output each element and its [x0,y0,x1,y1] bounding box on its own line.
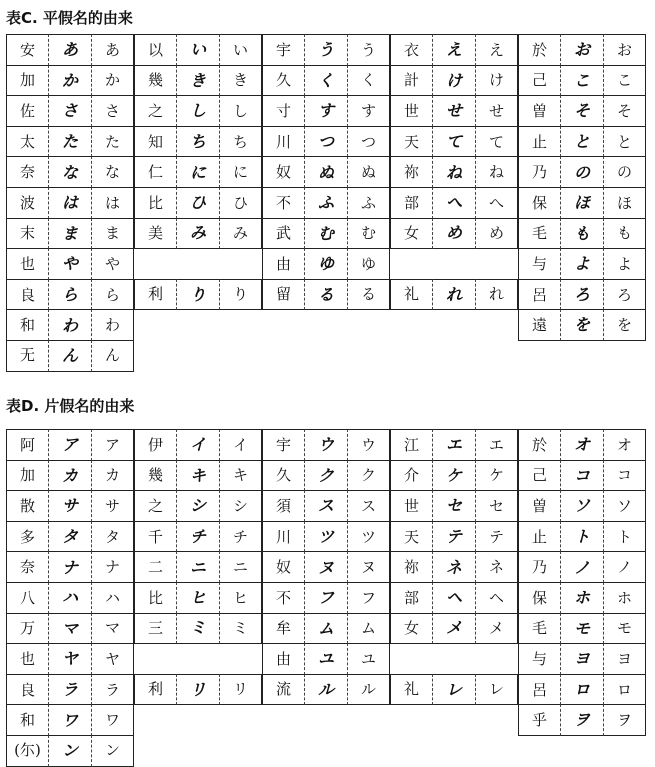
source-kanji-cell: 不 [262,187,304,219]
cursive-form-cell: ま [48,218,91,250]
source-kanji-cell: 比 [134,582,176,614]
cursive-form-cell: し [176,95,219,127]
source-kanji-cell: 毛 [518,613,560,645]
cursive-form-cell: イ [176,429,219,461]
source-kanji-cell: 女 [390,613,432,645]
source-kanji-cell: (尓) [6,735,48,767]
source-kanji-cell: 八 [6,582,48,614]
source-kanji-cell: 由 [262,248,304,280]
kana-cell: ろ [603,279,646,311]
source-kanji-cell: 留 [262,279,304,311]
source-kanji-cell: 女 [390,218,432,250]
kana-cell: ケ [475,460,518,492]
kana-cell: そ [603,95,646,127]
cursive-form-cell: フ [304,582,347,614]
source-kanji-cell: 太 [6,126,48,158]
kana-cell: ら [91,279,134,311]
cursive-form-cell: え [432,34,475,66]
source-kanji-cell: 良 [6,674,48,706]
source-kanji-cell: 宇 [262,34,304,66]
source-kanji-cell: 知 [134,126,176,158]
cursive-form-cell: ヲ [560,704,603,736]
cursive-form-cell: ワ [48,704,91,736]
cursive-form-cell: ツ [304,521,347,553]
kana-cell: ミ [219,613,262,645]
cursive-form-cell: わ [48,309,91,341]
table-d-title: 表D. 片假名的由来 [6,397,135,415]
cursive-form-cell: シ [176,490,219,522]
kana-cell: ロ [603,674,646,706]
cursive-form-cell: こ [560,65,603,97]
source-kanji-cell: 保 [518,582,560,614]
kana-cell: ち [219,126,262,158]
cursive-form-cell: か [48,65,91,97]
kana-cell: や [91,248,134,280]
kana-cell: ク [347,460,390,492]
kana-cell: き [219,65,262,97]
cursive-form-cell: く [304,65,347,97]
source-kanji-cell: 多 [6,521,48,553]
source-kanji-cell: 奴 [262,551,304,583]
kana-cell: す [347,95,390,127]
kana-cell: た [91,126,134,158]
source-kanji-cell: 部 [390,187,432,219]
kana-cell: ヲ [603,704,646,736]
cursive-form-cell: ア [48,429,91,461]
source-kanji-cell: 江 [390,429,432,461]
kana-cell: よ [603,248,646,280]
cursive-form-cell: る [304,279,347,311]
cursive-form-cell: ソ [560,490,603,522]
cursive-form-cell: ホ [560,582,603,614]
kana-cell: ウ [347,429,390,461]
source-kanji-cell: 世 [390,95,432,127]
kana-cell: ぬ [347,156,390,188]
source-kanji-cell: 末 [6,218,48,250]
source-kanji-cell: 止 [518,521,560,553]
source-kanji-cell: 幾 [134,65,176,97]
kana-cell: マ [91,613,134,645]
cursive-form-cell: を [560,309,603,341]
source-kanji-cell: 祢 [390,551,432,583]
cursive-form-cell: そ [560,95,603,127]
source-kanji-cell: 奈 [6,551,48,583]
cursive-form-cell: ム [304,613,347,645]
source-kanji-cell: 川 [262,521,304,553]
cursive-form-cell: ネ [432,551,475,583]
source-kanji-cell: 武 [262,218,304,250]
source-kanji-cell: 世 [390,490,432,522]
cursive-form-cell: セ [432,490,475,522]
cursive-form-cell: へ [432,187,475,219]
source-kanji-cell: 加 [6,65,48,97]
kana-cell: ね [475,156,518,188]
cursive-form-cell: け [432,65,475,97]
source-kanji-cell: 毛 [518,218,560,250]
kana-cell: ラ [91,674,134,706]
cursive-form-cell: う [304,34,347,66]
source-kanji-cell: 介 [390,460,432,492]
source-kanji-cell: 加 [6,460,48,492]
kana-cell: み [219,218,262,250]
cursive-form-cell: オ [560,429,603,461]
kana-cell: な [91,156,134,188]
source-kanji-cell: 礼 [390,279,432,311]
source-kanji-cell: 二 [134,551,176,583]
kana-cell: の [603,156,646,188]
source-kanji-cell: 以 [134,34,176,66]
kana-cell: ニ [219,551,262,583]
kana-cell: ノ [603,551,646,583]
kana-cell: こ [603,65,646,97]
cursive-form-cell: ト [560,521,603,553]
cursive-form-cell: ハ [48,582,91,614]
kana-cell: コ [603,460,646,492]
cursive-form-cell: い [176,34,219,66]
source-kanji-cell: 之 [134,490,176,522]
source-kanji-cell: 不 [262,582,304,614]
source-kanji-cell: 久 [262,65,304,97]
cursive-form-cell: マ [48,613,91,645]
cursive-form-cell: お [560,34,603,66]
source-kanji-cell: 止 [518,126,560,158]
kana-cell: オ [603,429,646,461]
kana-cell: を [603,309,646,341]
source-kanji-cell: 於 [518,34,560,66]
source-kanji-cell: 良 [6,279,48,311]
cursive-form-cell: タ [48,521,91,553]
source-kanji-cell: 呂 [518,674,560,706]
cursive-form-cell: あ [48,34,91,66]
source-kanji-cell: 奴 [262,156,304,188]
cursive-form-cell: ち [176,126,219,158]
source-kanji-cell: 祢 [390,156,432,188]
cursive-form-cell: ね [432,156,475,188]
cursive-form-cell: カ [48,460,91,492]
kana-cell: チ [219,521,262,553]
source-kanji-cell: 流 [262,674,304,706]
source-kanji-cell: 之 [134,95,176,127]
kana-cell: テ [475,521,518,553]
kana-cell: ん [91,340,134,372]
source-kanji-cell: 与 [518,643,560,675]
kana-cell: む [347,218,390,250]
cursive-form-cell: サ [48,490,91,522]
cursive-form-cell: ン [48,735,91,767]
source-kanji-cell: 於 [518,429,560,461]
cursive-form-cell: コ [560,460,603,492]
cursive-form-cell: め [432,218,475,250]
source-kanji-cell: 利 [134,674,176,706]
source-kanji-cell: 部 [390,582,432,614]
kana-cell: ヤ [91,643,134,675]
source-kanji-cell: 川 [262,126,304,158]
cursive-form-cell: む [304,218,347,250]
kana-cell: て [475,126,518,158]
source-kanji-cell: 和 [6,704,48,736]
source-kanji-cell: 奈 [6,156,48,188]
kana-cell: と [603,126,646,158]
cursive-form-cell: よ [560,248,603,280]
kana-cell: ヒ [219,582,262,614]
kana-cell: ト [603,521,646,553]
cursive-form-cell: や [48,248,91,280]
source-kanji-cell: 三 [134,613,176,645]
cursive-form-cell: さ [48,95,91,127]
cursive-form-cell: な [48,156,91,188]
kana-cell: う [347,34,390,66]
source-kanji-cell: 阿 [6,429,48,461]
source-kanji-cell: 己 [518,65,560,97]
cursive-form-cell: ル [304,674,347,706]
source-kanji-cell: 天 [390,126,432,158]
kana-cell: せ [475,95,518,127]
source-kanji-cell: 保 [518,187,560,219]
cursive-form-cell: リ [176,674,219,706]
kana-cell: ユ [347,643,390,675]
cursive-form-cell: て [432,126,475,158]
kana-cell: ン [91,735,134,767]
source-kanji-cell: 万 [6,613,48,645]
source-kanji-cell: 千 [134,521,176,553]
kana-cell: ホ [603,582,646,614]
source-kanji-cell: 乃 [518,156,560,188]
kana-cell: シ [219,490,262,522]
cursive-form-cell: ゆ [304,248,347,280]
cursive-form-cell: き [176,65,219,97]
cursive-form-cell: ケ [432,460,475,492]
source-kanji-cell: 牟 [262,613,304,645]
cursive-form-cell: つ [304,126,347,158]
cursive-form-cell: ひ [176,187,219,219]
kana-cell: ナ [91,551,134,583]
cursive-form-cell: ス [304,490,347,522]
cursive-form-cell: ふ [304,187,347,219]
source-kanji-cell: 久 [262,460,304,492]
kana-cell: フ [347,582,390,614]
cursive-form-cell: ヌ [304,551,347,583]
kana-cell: ゆ [347,248,390,280]
kana-cell: ア [91,429,134,461]
kana-cell: ツ [347,521,390,553]
source-kanji-cell: 計 [390,65,432,97]
kana-cell: お [603,34,646,66]
kana-cell: れ [475,279,518,311]
kana-cell: も [603,218,646,250]
kana-cell: ヨ [603,643,646,675]
kana-cell: く [347,65,390,97]
cursive-form-cell: れ [432,279,475,311]
kana-cell: る [347,279,390,311]
kana-cell: ネ [475,551,518,583]
source-kanji-cell: 伊 [134,429,176,461]
cursive-form-cell: す [304,95,347,127]
kana-cell: モ [603,613,646,645]
kana-cell: エ [475,429,518,461]
cursive-form-cell: ク [304,460,347,492]
kana-cell: ふ [347,187,390,219]
kana-cell: レ [475,674,518,706]
cursive-form-cell: ヤ [48,643,91,675]
cursive-form-cell: ぬ [304,156,347,188]
source-kanji-cell: 曽 [518,490,560,522]
cursive-form-cell: に [176,156,219,188]
cursive-form-cell: ユ [304,643,347,675]
source-kanji-cell: 遠 [518,309,560,341]
source-kanji-cell: 須 [262,490,304,522]
kana-cell: リ [219,674,262,706]
source-kanji-cell: 散 [6,490,48,522]
cursive-form-cell: り [176,279,219,311]
kana-cell: イ [219,429,262,461]
kana-cell: し [219,95,262,127]
kana-cell: め [475,218,518,250]
cursive-form-cell: の [560,156,603,188]
kana-cell: カ [91,460,134,492]
kana-cell: へ [475,187,518,219]
kana-cell: り [219,279,262,311]
kana-cell: キ [219,460,262,492]
cursive-form-cell: み [176,218,219,250]
cursive-form-cell: ほ [560,187,603,219]
source-kanji-cell: 乎 [518,704,560,736]
source-kanji-cell: 寸 [262,95,304,127]
cursive-form-cell: ヘ [432,582,475,614]
source-kanji-cell: 利 [134,279,176,311]
source-kanji-cell: 波 [6,187,48,219]
kana-cell: タ [91,521,134,553]
cursive-form-cell: エ [432,429,475,461]
cursive-form-cell: ん [48,340,91,372]
source-kanji-cell: 衣 [390,34,432,66]
source-kanji-cell: 美 [134,218,176,250]
source-kanji-cell: 和 [6,309,48,341]
table-c-title: 表C. 平假名的由来 [6,9,133,27]
kana-cell: い [219,34,262,66]
source-kanji-cell: 呂 [518,279,560,311]
cursive-form-cell: ヨ [560,643,603,675]
cursive-form-cell: ロ [560,674,603,706]
source-kanji-cell: 安 [6,34,48,66]
kana-cell: さ [91,95,134,127]
kana-cell: け [475,65,518,97]
cursive-form-cell: も [560,218,603,250]
source-kanji-cell: 也 [6,643,48,675]
kana-cell: は [91,187,134,219]
source-kanji-cell: 幾 [134,460,176,492]
kana-cell: ひ [219,187,262,219]
kana-cell: あ [91,34,134,66]
cursive-form-cell: た [48,126,91,158]
source-kanji-cell: 己 [518,460,560,492]
cursive-form-cell: せ [432,95,475,127]
kana-cell: ソ [603,490,646,522]
kana-cell: に [219,156,262,188]
kana-cell: ヌ [347,551,390,583]
cursive-form-cell: キ [176,460,219,492]
cursive-form-cell: ヒ [176,582,219,614]
kana-cell: ハ [91,582,134,614]
kana-cell: わ [91,309,134,341]
kana-cell: か [91,65,134,97]
source-kanji-cell: 由 [262,643,304,675]
cursive-form-cell: モ [560,613,603,645]
cursive-form-cell: メ [432,613,475,645]
source-kanji-cell: 曽 [518,95,560,127]
kana-cell: ス [347,490,390,522]
cursive-form-cell: チ [176,521,219,553]
kana-cell: つ [347,126,390,158]
source-kanji-cell: 仁 [134,156,176,188]
kana-cell: サ [91,490,134,522]
source-kanji-cell: 礼 [390,674,432,706]
kana-cell: ま [91,218,134,250]
source-kanji-cell: 宇 [262,429,304,461]
cursive-form-cell: ニ [176,551,219,583]
cursive-form-cell: ナ [48,551,91,583]
source-kanji-cell: 天 [390,521,432,553]
kana-cell: メ [475,613,518,645]
cursive-form-cell: ミ [176,613,219,645]
source-kanji-cell: 也 [6,248,48,280]
kana-cell: セ [475,490,518,522]
cursive-form-cell: ろ [560,279,603,311]
source-kanji-cell: 无 [6,340,48,372]
source-kanji-cell: 与 [518,248,560,280]
source-kanji-cell: 比 [134,187,176,219]
cursive-form-cell: ラ [48,674,91,706]
cursive-form-cell: ウ [304,429,347,461]
source-kanji-cell: 佐 [6,95,48,127]
source-kanji-cell: 乃 [518,551,560,583]
cursive-form-cell: ノ [560,551,603,583]
cursive-form-cell: レ [432,674,475,706]
cursive-form-cell: ら [48,279,91,311]
cursive-form-cell: テ [432,521,475,553]
cursive-form-cell: と [560,126,603,158]
kana-cell: ム [347,613,390,645]
kana-cell: ワ [91,704,134,736]
kana-cell: ヘ [475,582,518,614]
cursive-form-cell: は [48,187,91,219]
kana-cell: ル [347,674,390,706]
kana-cell: え [475,34,518,66]
kana-cell: ほ [603,187,646,219]
